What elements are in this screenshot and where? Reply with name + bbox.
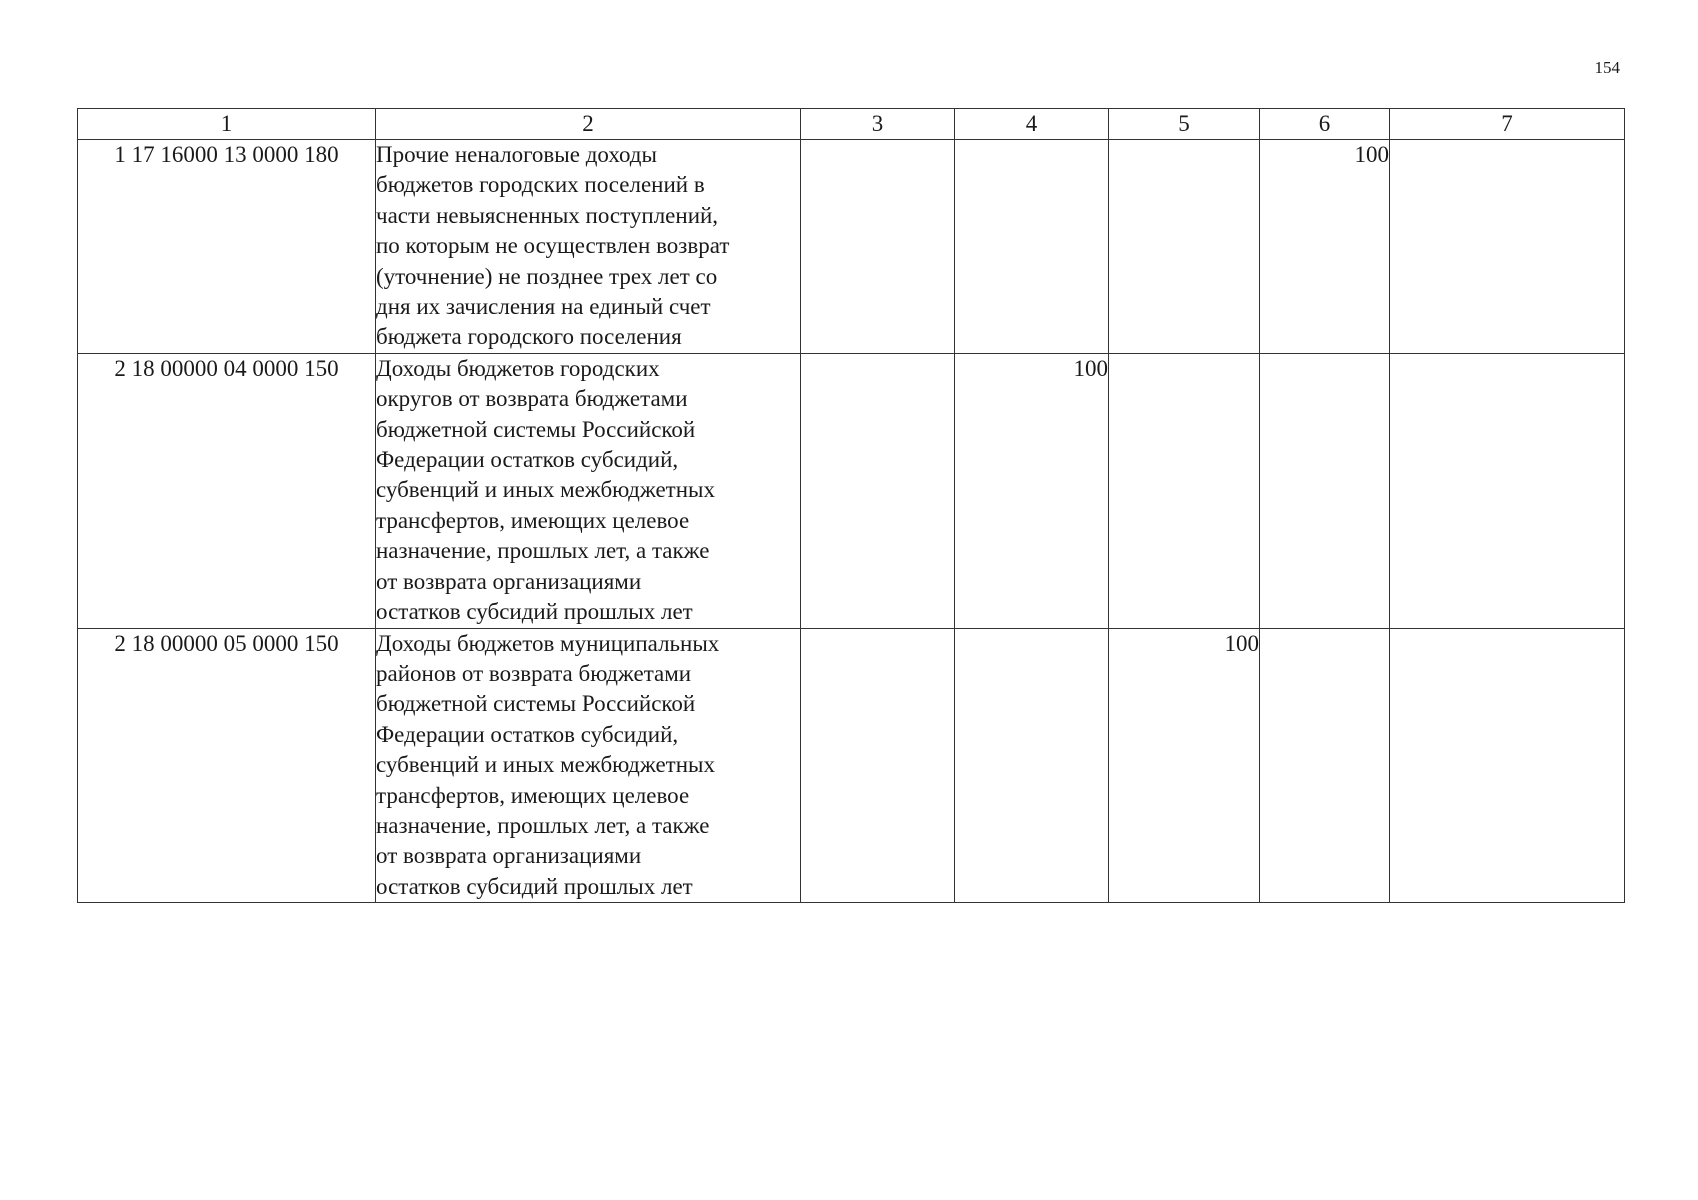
value-cell-col7: [1390, 353, 1625, 628]
description-line: Доходы бюджетов муниципальных: [376, 630, 720, 656]
description-line: трансфертов, имеющих целевое: [376, 507, 690, 533]
description-line: части невыясненных поступлений,: [376, 202, 719, 228]
value-cell-col5: 100: [1109, 628, 1260, 903]
description-line: бюджетной системы Российской: [376, 416, 696, 442]
revenue-description-cell: [376, 628, 801, 903]
description-line: дня их зачисления на единый счет: [376, 294, 711, 320]
description-line: Доходы бюджетов городских: [376, 355, 660, 381]
description-line: Федерации остатков субсидий,: [376, 721, 679, 747]
description-line: остатков субсидий прошлых лет: [376, 873, 693, 899]
budget-revenue-table: [77, 108, 1625, 903]
value-cell-col4: [955, 140, 1109, 354]
value-cell-col5: [1109, 353, 1260, 628]
value-cell-col3: [801, 628, 955, 903]
revenue-description-cell: [376, 353, 801, 628]
description-line: округов от возврата бюджетами: [376, 386, 688, 412]
value-cell-col4: [955, 628, 1109, 903]
description-line: остатков субсидий прошлых лет: [376, 599, 693, 625]
page-number: 154: [1594, 58, 1620, 77]
revenue-code-cell: 2 18 00000 05 0000 150: [78, 628, 376, 903]
description-line: Федерации остатков субсидий,: [376, 447, 679, 473]
value-cell-col3: [801, 353, 955, 628]
description-line: Прочие неналоговые доходы: [376, 142, 657, 167]
table-header-row: [78, 109, 1625, 140]
revenue-code-cell: 1 17 16000 13 0000 180: [78, 140, 376, 354]
value-cell-col4: 100: [955, 353, 1109, 628]
value-cell-col6: [1260, 353, 1390, 628]
description-line: назначение, прошлых лет, а также: [376, 538, 710, 564]
column-header-3: 3: [801, 109, 955, 140]
description-line: по которым не осуществлен возврат: [376, 233, 730, 259]
description-line: бюджета городского поселения: [376, 324, 682, 350]
column-header-6: 6: [1260, 109, 1390, 140]
value-cell-col3: [801, 140, 955, 354]
column-header-7: 7: [1390, 109, 1625, 140]
description-line: субвенций и иных межбюджетных: [376, 752, 715, 778]
description-line: субвенций и иных межбюджетных: [376, 477, 715, 503]
description-line: (уточнение) не позднее трех лет со: [376, 263, 718, 289]
value-cell-col6: 100: [1260, 140, 1390, 354]
column-header-5: 5: [1109, 109, 1260, 140]
table-row: [78, 628, 1625, 903]
description-line: бюджетов городских поселений в: [376, 172, 705, 198]
revenue-code-cell: 2 18 00000 04 0000 150: [78, 353, 376, 628]
table-row: [78, 353, 1625, 628]
value-cell-col6: [1260, 628, 1390, 903]
description-line: от возврата организациями: [376, 568, 642, 594]
table-row: [78, 140, 1625, 354]
value-cell-col7: [1390, 628, 1625, 903]
description-line: трансфертов, имеющих целевое: [376, 782, 690, 808]
value-cell-col5: [1109, 140, 1260, 354]
description-line: бюджетной системы Российской: [376, 691, 696, 717]
description-line: районов от возврата бюджетами: [376, 660, 692, 686]
column-header-1: 1: [78, 109, 376, 140]
value-cell-col7: [1390, 140, 1625, 354]
revenue-description-cell: [376, 140, 801, 354]
description-line: назначение, прошлых лет, а также: [376, 812, 710, 838]
column-header-2: 2: [376, 109, 801, 140]
description-line: от возврата организациями: [376, 843, 642, 869]
column-header-4: 4: [955, 109, 1109, 140]
